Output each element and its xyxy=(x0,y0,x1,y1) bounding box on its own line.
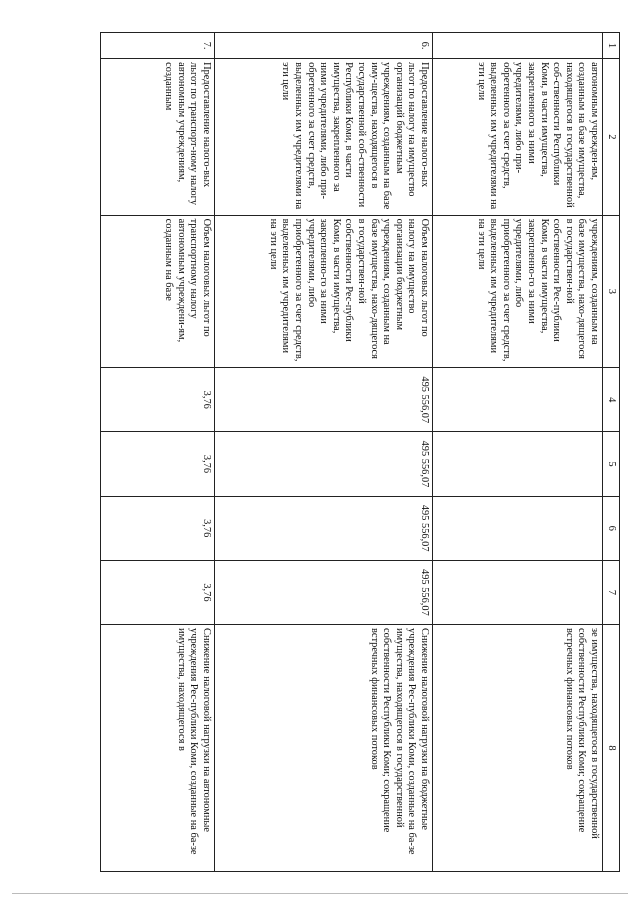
col-header-2: 2 xyxy=(603,59,620,216)
col-header-8: 8 xyxy=(603,625,620,872)
row-number: 6. xyxy=(215,33,433,59)
header-row xyxy=(603,33,620,872)
value-col-5: 495 556,07 xyxy=(215,432,433,496)
indicator-description: учреждениям, созданным на базе имущества, нахо-дящегося в государствен-ной собственности Рес-публики Коми, в части имущества, закрепленно-го за ними учредителями, либо приобретенного за счет средств, выделенных им учредителями на эти цели xyxy=(433,215,603,368)
col-header-7: 7 xyxy=(603,560,620,624)
value-col-4: 495 556,07 xyxy=(215,368,433,432)
table-row xyxy=(101,33,215,872)
value-col-4: 3,76 xyxy=(101,368,215,432)
value-col-4 xyxy=(433,368,603,432)
expected-result: зе имущества, находящегося в государственной собственности Республики Коми; сокращение встречных финансовых потоков xyxy=(433,625,603,872)
value-col-5: 3,76 xyxy=(101,432,215,496)
expected-result: Снижение налоговой нагрузки на бюджетные учреждения Рес-публики Коми, созданные на ба-зе имущества, находящегося в государственной собственности Республики Коми; сокращение встречных финансовых потоков xyxy=(215,625,433,872)
col-header-6: 6 xyxy=(603,496,620,560)
expected-result: Снижение налоговой нагрузки на автономные учреждения Рес-публики Коми, созданные на ба-зе имущества, находящегося в xyxy=(101,625,215,872)
value-col-6 xyxy=(433,496,603,560)
page-bottom-divider xyxy=(12,893,628,894)
benefit-description: Предоставление налого-вых льгот по транспорт-ному налогу автономным учреждениям, созданным xyxy=(101,59,215,216)
value-col-7: 495 556,07 xyxy=(215,560,433,624)
col-header-5: 5 xyxy=(603,432,620,496)
value-col-6: 3,76 xyxy=(101,496,215,560)
indicator-description: Объем налоговых льгот по транспортному налогу автономным учреждени-ям, созданным на базе xyxy=(101,215,215,368)
col-header-3: 3 xyxy=(603,215,620,368)
indicator-description: Объем налоговых льгот по налогу на имущество организации бюджетным учреждениям, созданным на базе имущества, нахо-дящегося в государствен-ной собственности Рес-публики Коми, в части имущества, закрепленно-го за ними учредителями, либо приобретенного за счет средств, выделенных им учредителями на эти цели xyxy=(215,215,433,368)
value-col-7: 3,76 xyxy=(101,560,215,624)
col-header-4: 4 xyxy=(603,368,620,432)
value-col-5 xyxy=(433,432,603,496)
benefit-description: Предоставление налого-вых льгот по налогу на имущество организаций бюджетным учреждениям, созданным на базе иму-щества, находящегося в государственной соб-ственности Республики Коми, в части имущества, закрепленного за ними учредителями, либо при-обретенного за счет средств, выделенных им учредителями на эти цели xyxy=(215,59,433,216)
tax-benefits-table xyxy=(100,32,620,872)
benefit-description: автономным учрежден-ям, созданным на базе имущества, находящегося в государственной соб-ственности Республики Коми, в части имущества, закрепленного за ними учредителями, либо при-обретенного за счет средств, выделенных им учредителями на эти цели xyxy=(433,59,603,216)
rotated-table-page xyxy=(100,32,620,872)
value-col-6: 495 556,07 xyxy=(215,496,433,560)
value-col-7 xyxy=(433,560,603,624)
row-number: 7. xyxy=(101,33,215,59)
table-row xyxy=(433,33,603,872)
table-row xyxy=(215,33,433,872)
col-header-1: 1 xyxy=(603,33,620,59)
row-number xyxy=(433,33,603,59)
